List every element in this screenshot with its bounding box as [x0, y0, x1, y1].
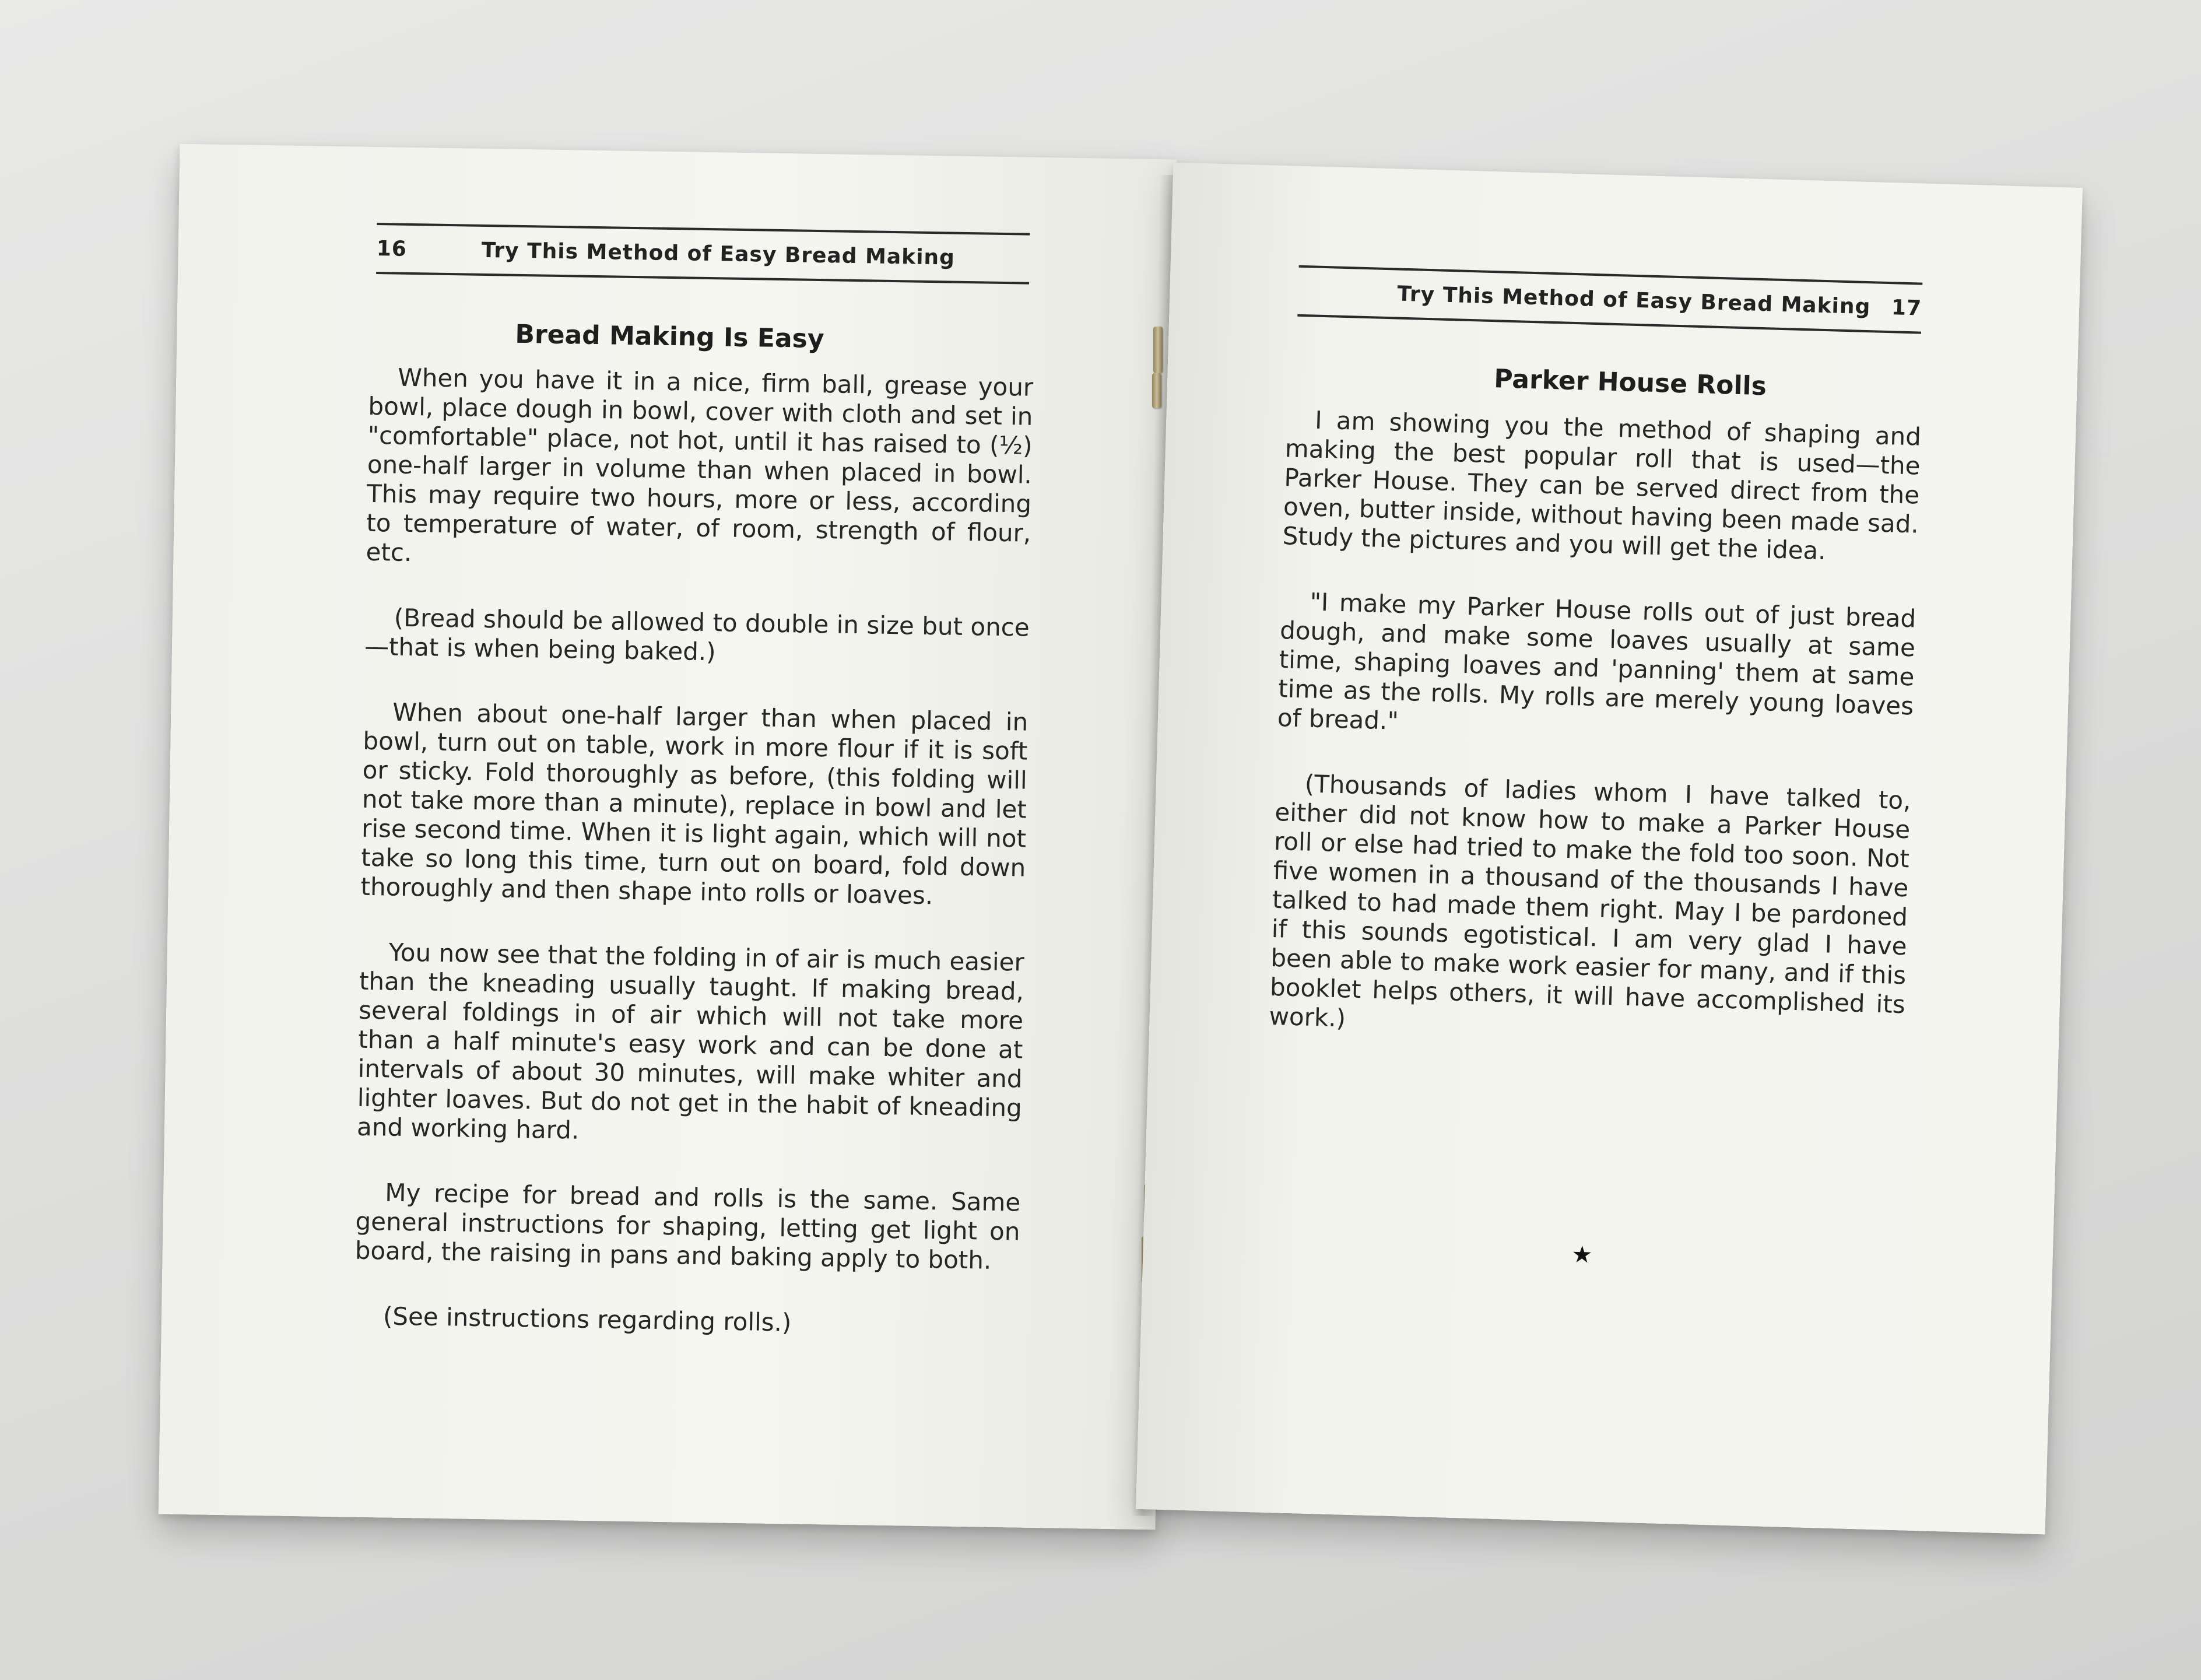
- left-page-body: [353, 363, 1034, 1377]
- left-page: [159, 144, 1177, 1530]
- left-paragraph-4: You now see that the folding in of air is much easier than the kneading usually taught. If making bread, several foldings in of air which will not take more than a half minute's easy work and can be done at intervals of about 30 minutes, will make whiter and lighter loaves. But do not get in the habit of kneading and working hard.: [356, 938, 1025, 1145]
- right-paragraph-2: "I make my Parker House rolls out of just bread dough, and make some loaves usually at same time, shaping loaves and 'panning' them at same time as the rolls. My rolls are merely young loaves of bread.": [1277, 587, 1916, 735]
- left-page-number: 16: [376, 237, 408, 261]
- right-paragraph-3: (Thousands of ladies whom I have talked to, either did not know how to make a Parker House roll or else had tried to make the fold too soon. Not five women in a thousand of the thousands I have talked to had made them right. May I be pardoned if this sounds egotistical. I am very glad I have been able to make work easier for many, and if this booklet helps others, it will have accomplished its work.): [1269, 769, 1912, 1033]
- left-paragraph-1: When you have it in a nice, firm ball, grease your bowl, place dough in bowl, cover with cloth and set in "comfortable" place, not hot, until it has raised to (½) one-half larger in volume than when placed in bowl. This may require two hours, more or less, according to temperature of water, of room, strength of flour, etc.: [366, 363, 1034, 567]
- right-paragraph-1: I am showing you the method of shaping and making the best popular roll that is used—the Parker House. They can be served direct from the oven, butter inside, without having been made sad. Study the pictures and you will get the idea.: [1282, 405, 1922, 566]
- left-paragraph-3: When about one-half larger than when placed in bowl, turn out on table, work in more flour if it is soft or sticky. Fold thoroughly as before, (this folding will not take more than a minute), replace in bowl and let rise second time. When it is light again, which will not take so long this time, turn out on board, fold down thoroughly and then shape into rolls or loaves.: [360, 697, 1028, 910]
- staple-top-lower: [1152, 373, 1161, 408]
- right-page-header: [1297, 265, 1922, 334]
- left-paragraph-6: (See instructions regarding rolls.): [382, 1302, 792, 1337]
- staple-top: [1153, 327, 1163, 373]
- end-star-icon: ★: [1571, 1241, 1593, 1269]
- left-paragraph-2: (Bread should be allowed to double in size but once—that is when being baked.): [364, 603, 1030, 667]
- right-page-number: 17: [1891, 296, 1922, 321]
- left-page-header: [376, 223, 1030, 285]
- left-page-title: Bread Making Is Easy: [515, 319, 824, 355]
- left-paragraph-5: My recipe for bread and rolls is the same. Same general instructions for shaping, letting get light on board, the raising in pans and baking apply to both.: [354, 1178, 1021, 1275]
- right-page: [1136, 163, 2083, 1535]
- right-page-title: Parker House Rolls: [1493, 364, 1767, 402]
- right-running-head: Try This Method of Easy Bread Making: [1396, 282, 1871, 320]
- right-page-body: [1268, 405, 1921, 1085]
- left-running-head: Try This Method of Easy Bread Making: [481, 238, 956, 270]
